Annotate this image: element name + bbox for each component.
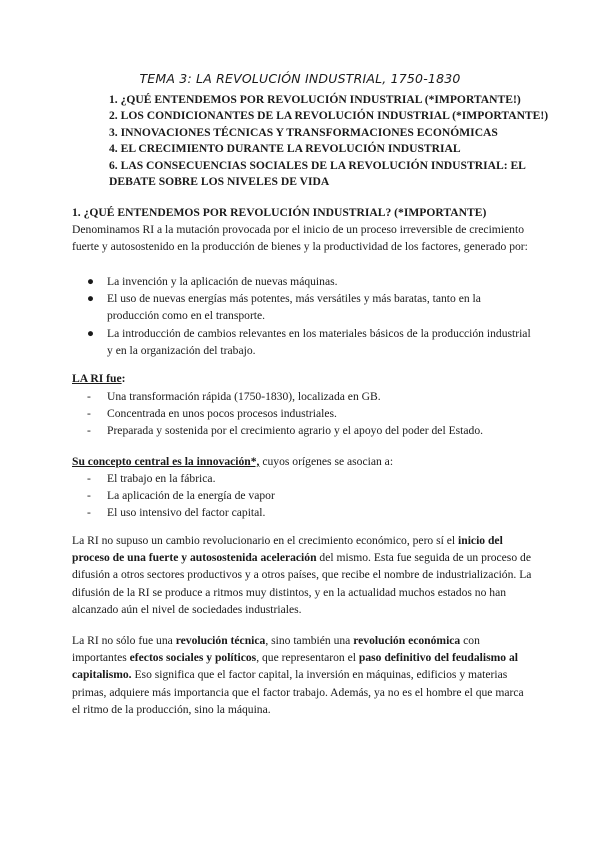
paragraph-ri-change	[72, 532, 532, 618]
text-run: , sino también una	[265, 634, 354, 647]
list-item-text: La aplicación de la energía de vapor	[107, 489, 275, 503]
list-item	[72, 388, 532, 405]
bullet-icon: ●	[87, 275, 95, 288]
bullet-icon: ●	[87, 292, 95, 306]
text-run: del mismo. Esta fue seguida de un proceso de difusión a otros sectores productivos y a otros países, que recibe el nombre de industrialización. La difusión de la RI se produce a ritmos muy distintos, y en la actualidad muchos estados no han alcanzado aún el nivel de sociedades industriales.	[72, 551, 532, 616]
text-run: Eso significa que el factor capital, la inversión en máquinas, edificios y materias primas, adquiere más importancia que el factor trabajo. Además, ya no es el hombre el que marca el ritmo de la producción, sino la máquina.	[72, 668, 524, 716]
text-run: La RI no supuso un cambio revolucionario en el crecimiento económico, pero sí el	[72, 534, 459, 547]
list-item-text: Preparada y sostenida por el crecimiento agrario y el apoyo del poder del Estado.	[107, 424, 484, 438]
text-run-bold: revolución económica	[353, 634, 461, 647]
list-item-text: La invención y la aplicación de nuevas máquinas.	[107, 275, 338, 288]
paragraph-ri-effects	[72, 632, 532, 718]
dash-icon: -	[87, 489, 91, 503]
dash-icon: -	[87, 506, 91, 520]
list-item	[72, 504, 532, 521]
text-run: , que representaron el	[256, 651, 359, 665]
concept-list	[72, 470, 532, 522]
list-item-text: El trabajo en la fábrica.	[107, 472, 216, 485]
ri-label-text: LA RI fue	[72, 372, 122, 385]
text-run-bold: revolución técnica	[175, 634, 266, 647]
toc-item: 6. LAS CONSECUENCIAS SOCIALES DE LA REVOLUCIÓN INDUSTRIAL: EL DEBATE SOBRE LOS NIVELES DE VIDA	[109, 158, 526, 189]
concept-line	[72, 455, 393, 468]
toc-item: 4. EL CRECIMIENTO DURANTE LA REVOLUCIÓN INDUSTRIAL	[109, 142, 461, 156]
document-title: TEMA 3: LA REVOLUCIÓN INDUSTRIAL, 1750-1830	[139, 71, 461, 86]
dash-icon: -	[87, 472, 91, 485]
list-item	[72, 273, 532, 290]
text-run-bold: efectos sociales y políticos	[129, 651, 257, 665]
dash-icon: -	[87, 390, 91, 403]
text-run: La RI no sólo fue una	[72, 634, 176, 647]
table-of-contents	[109, 92, 549, 190]
ri-label-colon: :	[121, 372, 126, 385]
list-item-text: Una transformación rápida (1750-1830), localizada en GB.	[107, 390, 381, 403]
concept-bold: Su concepto central es la innovación*,	[72, 455, 260, 468]
intro-paragraph: Denominamos RI a la mutación provocada por el inicio de un proceso irreversible de crecimiento fuerte y autosostenido en la producción de bienes y la productividad de los factores, generado por:	[72, 223, 528, 254]
list-item	[72, 470, 532, 487]
dash-icon: -	[87, 424, 91, 438]
text-run: con importantes	[72, 634, 480, 665]
text-run-bold: inicio del proceso de una fuerte y autosostenida aceleración	[72, 534, 503, 565]
bullet-list	[72, 273, 532, 359]
list-item-text: La introducción de cambios relevantes en los materiales básicos de la producción industrial y en la organización del trabajo.	[107, 326, 531, 357]
list-item	[72, 422, 532, 439]
section-heading: 1. ¿QUÉ ENTENDEMOS POR REVOLUCIÓN INDUSTRIAL? (*IMPORTANTE)	[72, 206, 487, 219]
list-item	[72, 325, 532, 359]
list-item-text: Concentrada en unos pocos procesos industriales.	[107, 407, 337, 421]
ri-label	[72, 372, 125, 385]
list-item	[72, 405, 532, 422]
concept-rest: cuyos orígenes se asocian a:	[259, 455, 394, 468]
text-run-bold: paso definitivo del feudalismo al capitalismo.	[72, 651, 518, 682]
ri-list	[72, 388, 532, 440]
list-item-text: El uso intensivo del factor capital.	[107, 506, 266, 520]
list-item	[72, 290, 532, 324]
dash-icon: -	[87, 407, 91, 421]
toc-item: 3. INNOVACIONES TÉCNICAS Y TRANSFORMACIONES ECONÓMICAS	[109, 125, 498, 139]
bullet-icon: ●	[87, 326, 95, 340]
toc-item: 2. LOS CONDICIONANTES DE LA REVOLUCIÓN INDUSTRIAL (*IMPORTANTE!)	[109, 109, 549, 123]
toc-item: 1. ¿QUÉ ENTENDEMOS POR REVOLUCIÓN INDUSTRIAL (*IMPORTANTE!)	[109, 93, 521, 106]
list-item	[72, 487, 532, 504]
list-item-text: El uso de nuevas energías más potentes, más versátiles y más baratas, tanto en la producción como en el transporte.	[107, 292, 481, 323]
